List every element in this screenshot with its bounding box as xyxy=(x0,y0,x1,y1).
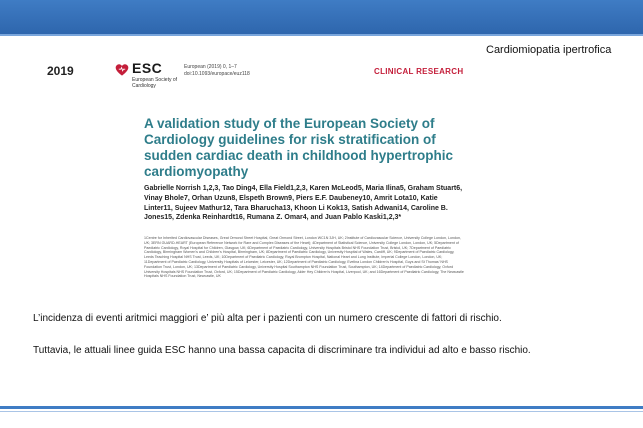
slide-footer-line xyxy=(0,406,643,409)
heart-icon xyxy=(114,62,130,78)
slide-topic: Cardiomiopatia ipertrofica xyxy=(486,44,612,56)
section-label: CLINICAL RESEARCH xyxy=(374,67,464,76)
paper-title: A validation study of the European Society of Cardiology guidelines for risk stratification of sudden cardiac death in childhood hypertrophic cardiomyopathy xyxy=(144,116,454,179)
publisher-name: ESC xyxy=(132,60,163,76)
slide-paragraph: Tuttavia, le attuali linee guida ESC hanno una bassa capacita di discriminare tra individui ad alto e basso rischio. xyxy=(33,345,531,356)
slide-header-bar xyxy=(0,0,643,36)
esc-logo xyxy=(114,60,178,100)
doi-line: doi:10.1093/europace/euz118 xyxy=(184,71,250,77)
publisher-subtitle: European Society of Cardiology xyxy=(132,77,178,89)
slide-paragraph: L’incidenza di eventi aritmici maggiori e’ più alta per i pazienti con un numero crescente di fattori di rischio. xyxy=(33,313,502,324)
journal-line: European (2019) 0, 1–7 xyxy=(184,64,237,70)
paper-affiliations: 1Centre for Inherited Cardiovascular Diseases, Great Ormond Street Hospital, Great Ormond Street, London WC1N 3JH, UK; 2Institute of Cardiovascular Science, University College London, London, UK; 3ERN GUARD-HEART (European Reference Network for Rare and Complex Diseases of the Heart); 4Department of Statistical Science, University College London, London, UK; 5Department of Paediatric Cardiology, Royal Hospital for Children, Glasgow, UK; 6Department of Paediatric Cardiology, University Hospitals Bristol NHS Foundation Trust, Bristol, UK; 7Department of Paediatric Cardiology, Birmingham Women’s and Children’s Hospital, Birmingham, UK; 8Department of Paediatric Cardiology, University Hospital of Wales, Cardiff, UK; 9Department of Paediatric Cardiology, Leeds Teaching Hospital NHS Trust, Leeds, UK; 10Department of Paediatric Cardiology, Royal Brompton Hospital, National Heart and Lung Institute, Imperial College London, London, UK; 11Department of Paediatric Cardiology, University Hospitals of Leicester, Leicester, UK; 12Department of Paediatric Cardiology, Evelina London Children’s Hospital, Guys and St Thomas’ NHS Foundation Trust, London, UK; 13Department of Paediatric Cardiology, University Hospital Southampton NHS Foundation Trust, Southampton, UK; 14Department of Paediatric Cardiology, Oxford University Hospitals NHS Foundation Trust, Oxford, UK; 15Department of Paediatric Cardiology, Alder Hey Children’s Hospital, Liverpool, UK; and 16Department of Paediatric Cardiology, The Newcastle Hospitals NHS Foundation Trust, Newcastle, UK xyxy=(144,236,464,279)
paper-authors: Gabrielle Norrish 1,2,3, Tao Ding4, Ella Field1,2,3, Karen McLeod5, Maria Ilina5, Graham Stuart6, Vinay Bhole7, Orhan Uzun8, Elspeth Brown9, Piers E.F. Daubeney10, Amrit Lota10, Katie Linter11, Sujeev Mathur12, Tara Bharucha13, Khoon Li Kok13, Satish Adwani14, Caroline B. Jones15, Zdenka Reinhardt16, Rumana Z. Omar4, and Juan Pablo Kaski1,2,3* xyxy=(144,185,463,222)
slide-footer-line xyxy=(0,411,643,412)
paper-thumbnail xyxy=(30,50,478,412)
journal-info xyxy=(184,64,250,78)
paper-year: 2019 xyxy=(47,64,74,78)
